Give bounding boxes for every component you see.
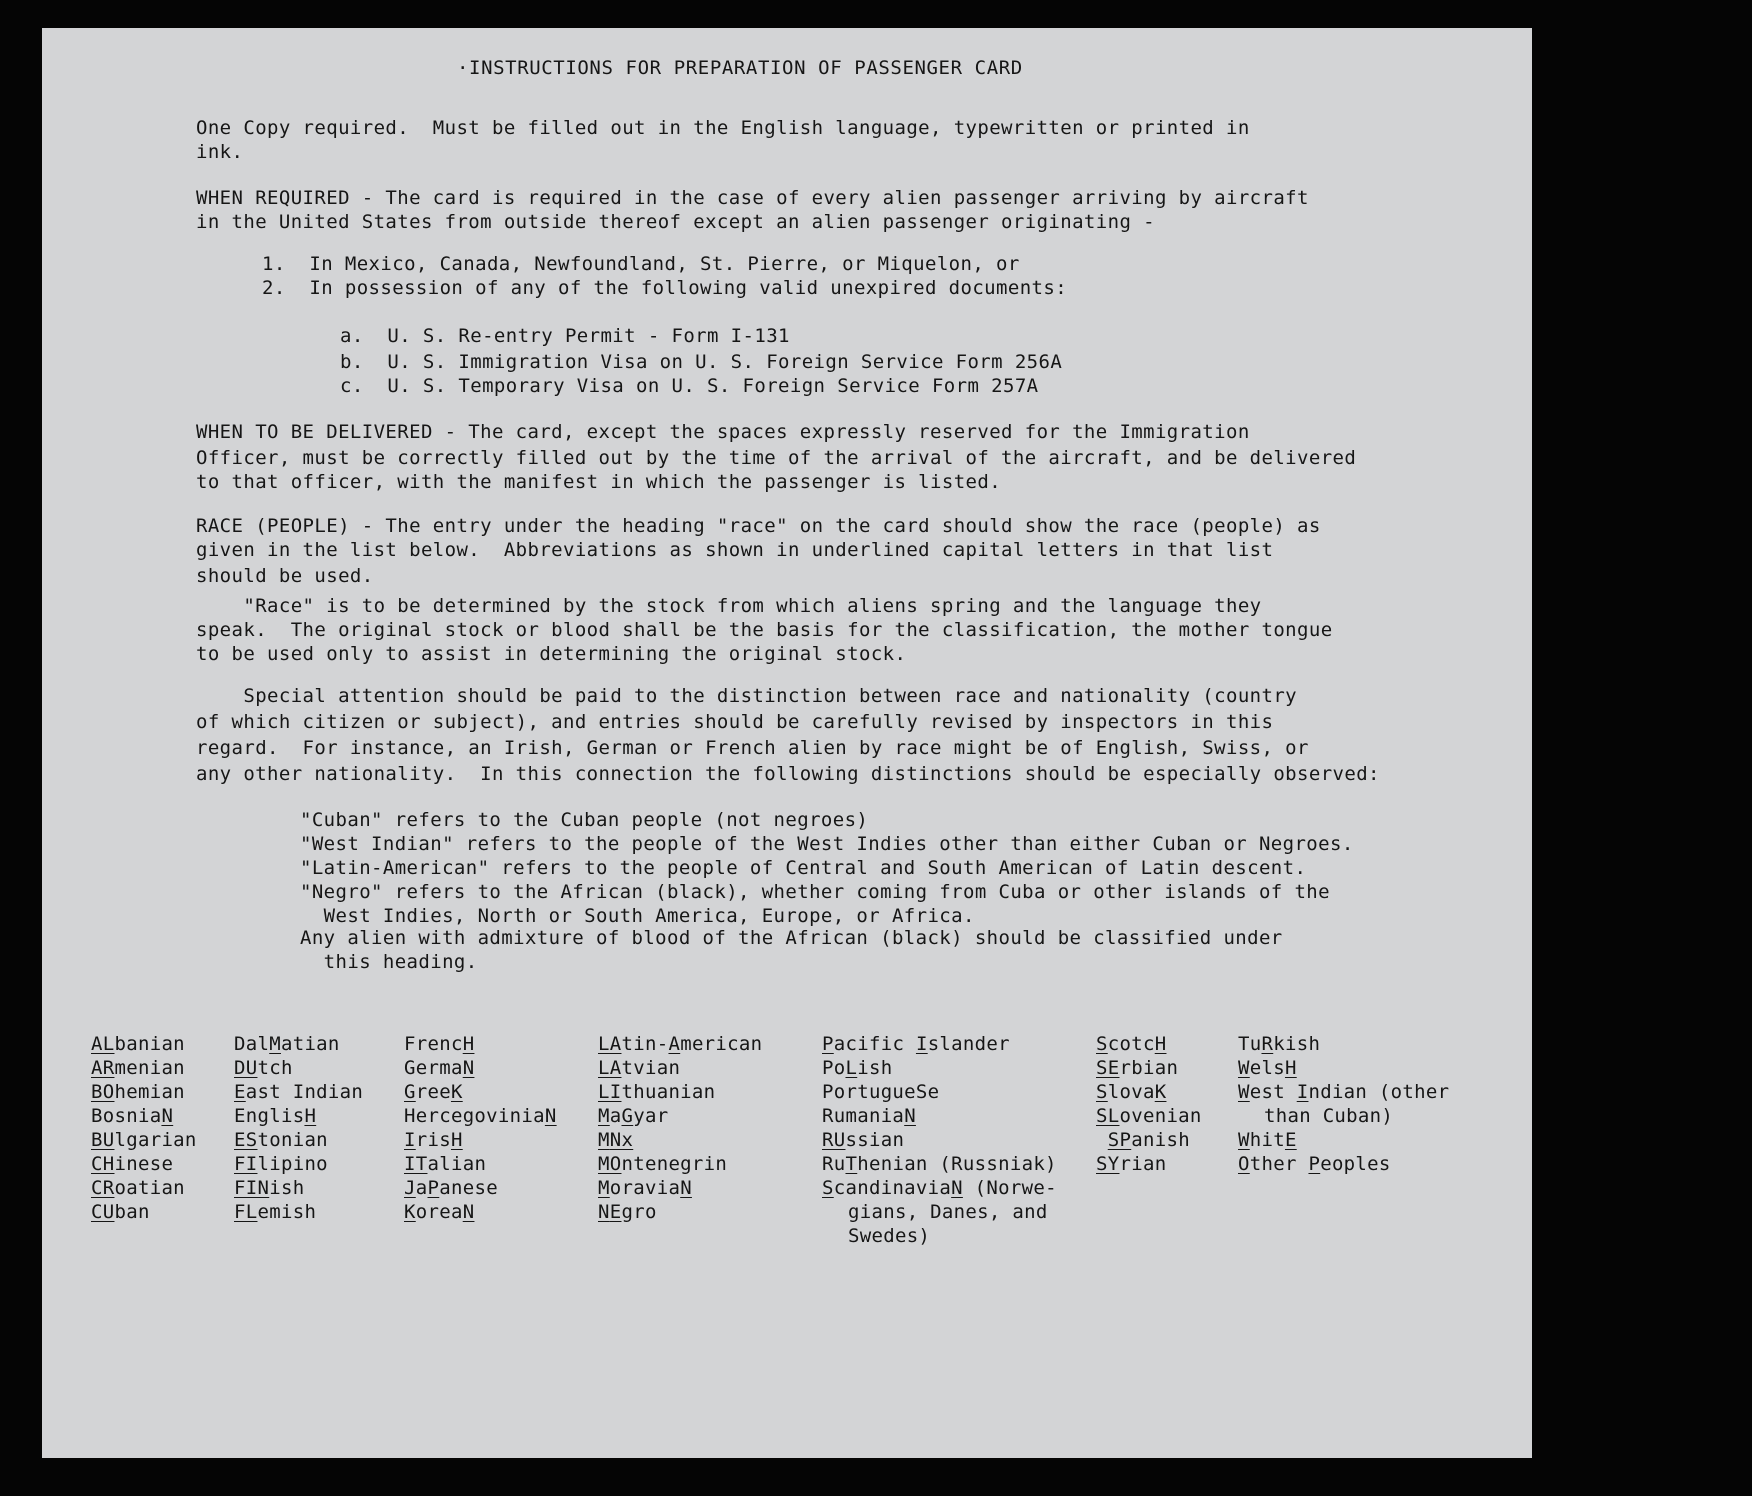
- race-list-column-3: [404, 1032, 557, 1224]
- document-page: [42, 28, 1532, 1458]
- race-entry: IrisH: [404, 1129, 463, 1151]
- race-entry-continuation: Swedes): [848, 1225, 931, 1247]
- intro-line: ink.: [196, 141, 244, 163]
- race-line: RACE (PEOPLE) - The entry under the heading "race" on the card should show the race (people) as: [196, 515, 1321, 537]
- when-required-line: WHEN REQUIRED - The card is required in the case of every alien passenger arriving by aircraft: [196, 187, 1309, 209]
- race-entry: SErbian: [1096, 1057, 1179, 1079]
- race-entry: HercegoviniaN: [404, 1105, 557, 1127]
- race-line: given in the list below. Abbreviations as shown in underlined capital letters in that list: [196, 539, 1274, 561]
- race-entry: BUlgarian: [91, 1129, 197, 1151]
- race-entry-continuation: than Cuban): [1264, 1105, 1394, 1127]
- race-entry: SPanish: [1107, 1129, 1190, 1151]
- race-list-column-6: [1096, 1032, 1202, 1176]
- race-entry: WhitE: [1238, 1129, 1297, 1151]
- race-entry: NEgro: [598, 1201, 657, 1223]
- special-attention-line: Special attention should be paid to the distinction between race and nationality (country: [196, 685, 1298, 707]
- race-entry: KoreaN: [404, 1201, 475, 1223]
- document-item: c. U. S. Temporary Visa on U. S. Foreign Service Form 257A: [340, 375, 1039, 397]
- race-entry: ALbanian: [91, 1033, 185, 1055]
- special-attention-line: regard. For instance, an Irish, German or French alien by race might be of English, Swiss, or: [196, 737, 1309, 759]
- race-entry: FrencH: [404, 1033, 475, 1055]
- race-definition-line: speak. The original stock or blood shall be the basis for the classification, the mother tongue: [196, 619, 1333, 641]
- race-entry: PoLish: [822, 1057, 893, 1079]
- distinction-line: Any alien with admixture of blood of the African (black) should be classified under: [300, 927, 1283, 949]
- race-entry: East Indian: [234, 1081, 364, 1103]
- intro-line: One Copy required. Must be filled out in the English language, typewritten or printed in: [196, 117, 1250, 139]
- race-entry: CUban: [91, 1201, 150, 1223]
- race-entry: FIlipino: [234, 1153, 328, 1175]
- race-entry: DUtch: [234, 1057, 293, 1079]
- race-definition-line: "Race" is to be determined by the stock from which aliens spring and the language they: [196, 595, 1262, 617]
- race-list-column-4: [598, 1032, 762, 1224]
- race-entry: ARmenian: [91, 1057, 185, 1079]
- race-list-column-1: [91, 1032, 197, 1224]
- race-entry: FLemish: [234, 1201, 317, 1223]
- origin-item: 2. In possession of any of the following valid unexpired documents:: [262, 277, 1068, 299]
- distinction-line: "Latin-American" refers to the people of Central and South American of Latin descent.: [300, 857, 1307, 879]
- race-entry: BOhemian: [91, 1081, 185, 1103]
- race-entry: Other Peoples: [1238, 1153, 1391, 1175]
- race-entry: EnglisH: [234, 1105, 317, 1127]
- race-entry: WelsH: [1238, 1057, 1297, 1079]
- distinction-line: "Negro" refers to the African (black), whether coming from Cuba or other islands of the: [300, 881, 1330, 903]
- race-entry: West Indian (other: [1238, 1081, 1450, 1103]
- race-entry: MNx: [598, 1129, 634, 1151]
- special-attention-line: of which citizen or subject), and entries should be carefully revised by inspectors in this: [196, 711, 1274, 733]
- race-entry: ITalian: [404, 1153, 487, 1175]
- race-entry: CRoatian: [91, 1177, 185, 1199]
- document-item: a. U. S. Re-entry Permit - Form I-131: [340, 325, 790, 347]
- race-entry: PortugueSe: [822, 1081, 940, 1103]
- race-entry: CHinese: [91, 1153, 174, 1175]
- distinction-line: "Cuban" refers to the Cuban people (not negroes): [300, 809, 869, 831]
- document-item: b. U. S. Immigration Visa on U. S. Foreign Service Form 256A: [340, 351, 1063, 373]
- race-entry: FINish: [234, 1177, 305, 1199]
- when-delivered-line: Officer, must be correctly filled out by the time of the arrival of the aircraft, and be delivered: [196, 447, 1357, 469]
- race-entry: BosniaN: [91, 1105, 174, 1127]
- race-entry: RuThenian (Russniak): [822, 1153, 1057, 1175]
- race-entry: MaGyar: [598, 1105, 669, 1127]
- race-entry: MoraviaN: [598, 1177, 692, 1199]
- race-entry: ScotcH: [1096, 1033, 1167, 1055]
- when-delivered-line: WHEN TO BE DELIVERED - The card, except the spaces expressly reserved for the Immigration: [196, 421, 1250, 443]
- race-entry: RumaniaN: [822, 1105, 916, 1127]
- race-entry: SYrian: [1096, 1153, 1167, 1175]
- distinction-line: "West Indian" refers to the people of the West Indies other than either Cuban or Negroes.: [300, 833, 1354, 855]
- race-entry: TuRkish: [1238, 1033, 1321, 1055]
- race-entry: DalMatian: [234, 1033, 340, 1055]
- distinction-line: this heading.: [300, 951, 478, 973]
- special-attention-line: any other nationality. In this connection the following distinctions should be especially observed:: [196, 763, 1380, 785]
- race-line: should be used.: [196, 565, 374, 587]
- when-delivered-line: to that officer, with the manifest in which the passenger is listed.: [196, 471, 1002, 493]
- race-entry: MOntenegrin: [598, 1153, 728, 1175]
- distinction-line: West Indies, North or South America, Europe, or Africa.: [300, 905, 975, 927]
- origin-item: 1. In Mexico, Canada, Newfoundland, St. Pierre, or Miquelon, or: [262, 253, 1020, 275]
- race-entry-continuation: gians, Danes, and: [848, 1201, 1048, 1223]
- race-entry: ScandinaviaN (Norwe-: [822, 1177, 1057, 1199]
- race-entry: SlovaK: [1096, 1081, 1167, 1103]
- when-required-line: in the United States from outside thereof except an alien passenger originating -: [196, 211, 1155, 233]
- race-entry: RUssian: [822, 1129, 905, 1151]
- race-entry: EStonian: [234, 1129, 328, 1151]
- race-definition-line: to be used only to assist in determining the original stock.: [196, 643, 907, 665]
- race-list-column-5: [822, 1032, 1057, 1248]
- page-title: ·INSTRUCTIONS FOR PREPARATION OF PASSENGER CARD: [457, 57, 1023, 79]
- race-list-column-2: [234, 1032, 363, 1224]
- race-entry: LAtvian: [598, 1057, 681, 1079]
- race-entry: JaPanese: [404, 1177, 498, 1199]
- race-entry: SLovenian: [1096, 1105, 1202, 1127]
- race-entry: LAtin-American: [598, 1033, 763, 1055]
- race-entry: LIthuanian: [598, 1081, 716, 1103]
- race-entry: GreeK: [404, 1081, 463, 1103]
- race-list-column-7: [1238, 1032, 1449, 1176]
- race-entry: Pacific Islander: [822, 1033, 1010, 1055]
- race-entry: GermaN: [404, 1057, 475, 1079]
